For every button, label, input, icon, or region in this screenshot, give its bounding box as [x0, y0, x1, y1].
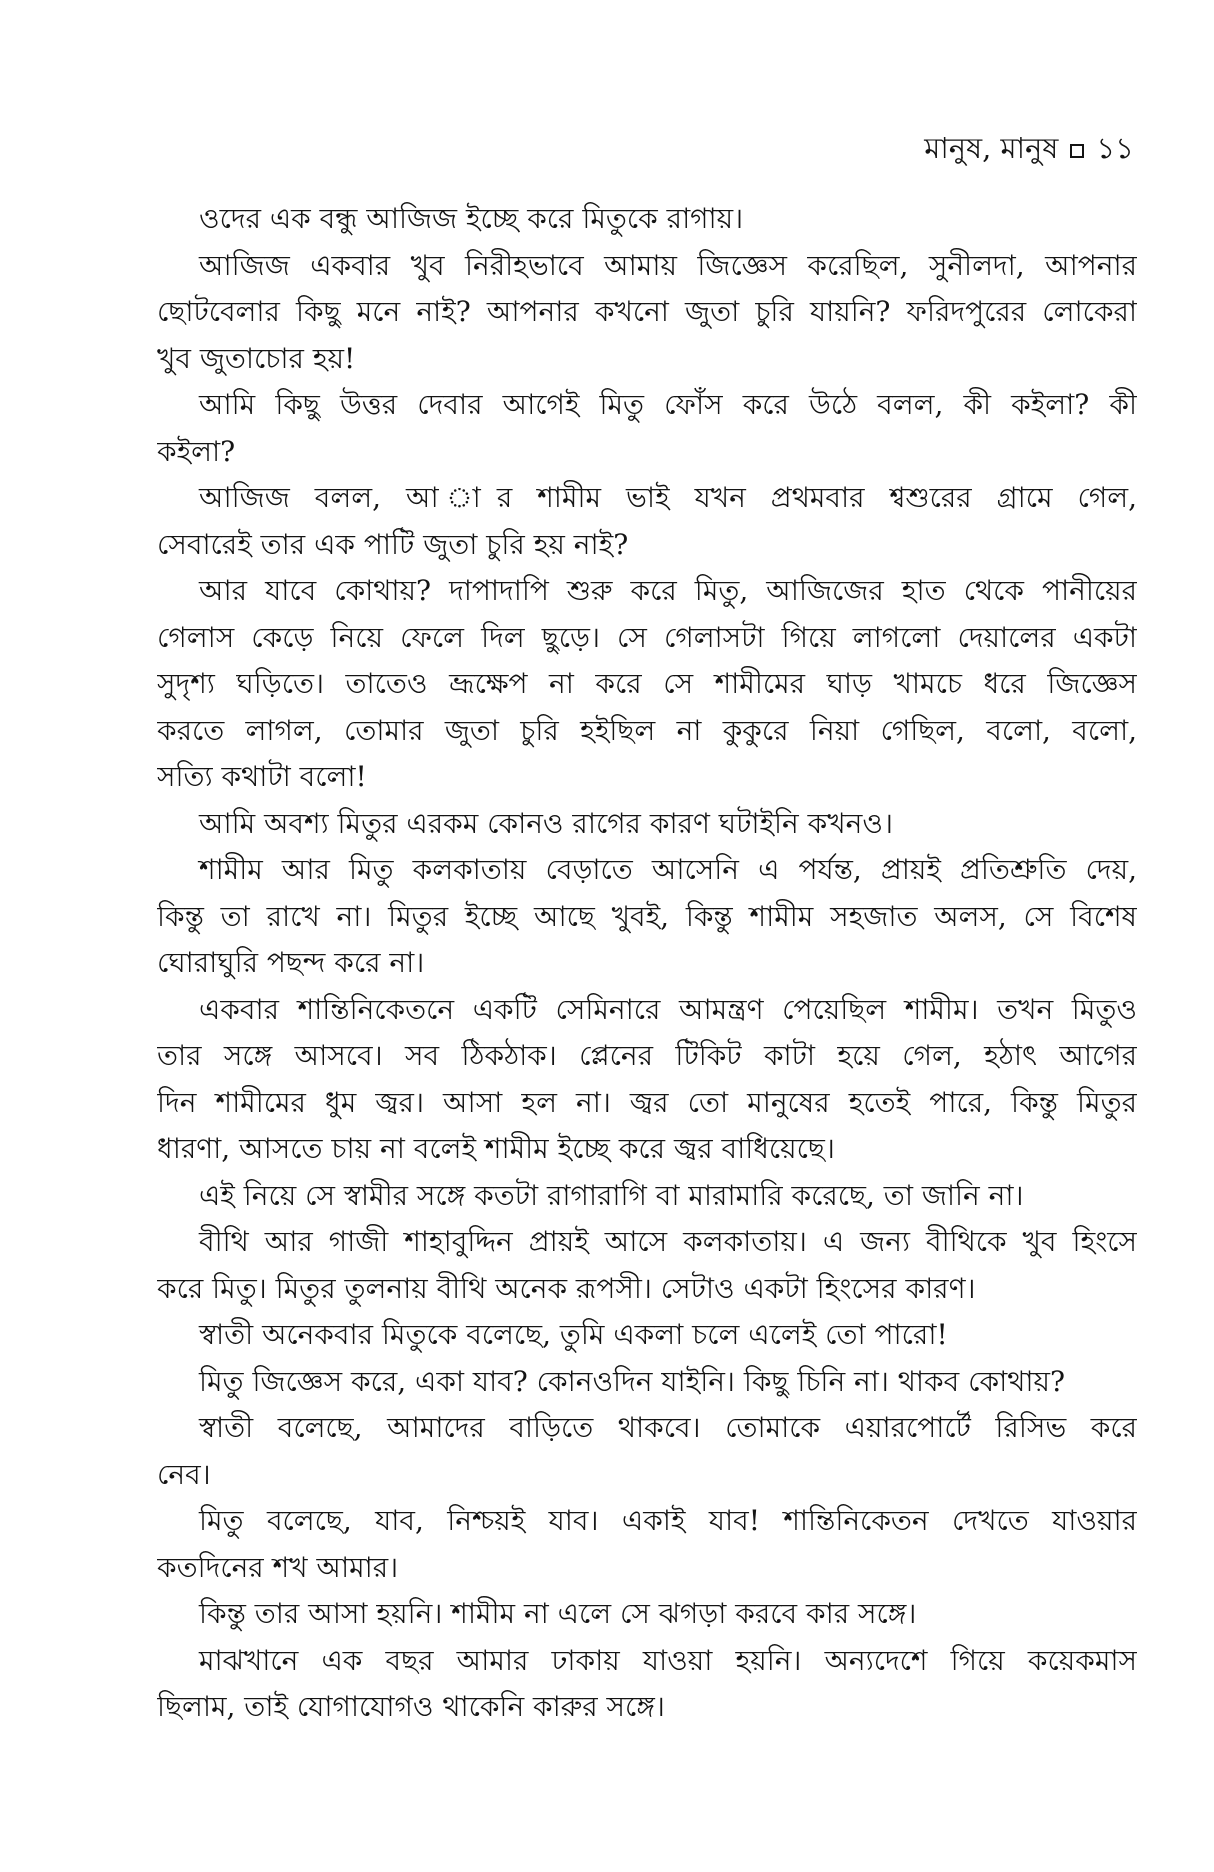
paragraph-line: কইলা?: [157, 434, 236, 468]
page-number: ১১: [1096, 131, 1134, 165]
paragraph-line: খুব জুতাচোর হয়!: [157, 341, 356, 375]
paragraph-line: আজিজ বলল, আ ার শামীম ভাই যখন প্রথমবার শ্বশুরের গ্রামে গেল,: [199, 481, 1137, 514]
paragraph-line: মাঝখানে এক বছর আমার ঢাকায় যাওয়া হয়নি। অন্যদেশে গিয়ে কয়েকমাস: [199, 1643, 1137, 1677]
square-separator-icon: [1070, 144, 1084, 158]
paragraph-line: স্বাতী বলেছে, আমাদের বাড়িতে থাকবে। তোমাকে এয়ারপোর্টে রিসিভ করে: [199, 1411, 1137, 1444]
paragraph-line: ধারণা, আসতে চায় না বলেই শামীম ইচ্ছে করে জ্বর বাধিয়েছে।: [157, 1132, 835, 1165]
paragraph-line: কিন্তু তা রাখে না। মিতুর ইচ্ছে আছে খুবই, কিন্তু শামীম সহজাত অলস, সে বিশেষ: [157, 899, 1137, 933]
paragraph-line: স্বাতী অনেকবার মিতুকে বলেছে, তুমি একলা চলে এলেই তো পারো!: [199, 1318, 948, 1351]
paragraph-line: আর যাবে কোথায়? দাপাদাপি শুরু করে মিতু, আজিজের হাত থেকে পানীয়ের: [199, 574, 1137, 607]
paragraph-line: ছিলাম, তাই যোগাযোগও থাকেনি কারুর সঙ্গে।: [157, 1690, 665, 1723]
paragraph-line: সত্যি কথাটা বলো!: [157, 760, 367, 793]
paragraph-line: ছোটবেলার কিছু মনে নাই? আপনার কখনো জুতা চুরি যায়নি? ফরিদপুরের লোকেরা: [157, 295, 1137, 328]
paragraph-line: করে মিতু। মিতুর তুলনায় বীথি অনেক রূপসী। সেটাও একটা হিংসের কারণ।: [157, 1271, 976, 1305]
paragraph-line: সেবারেই তার এক পাটি জুতা চুরি হয় নাই?: [157, 527, 629, 561]
paragraph-line: একবার শান্তিনিকেতনে একটি সেমিনারে আমন্ত্রণ পেয়েছিল শামীম। তখন মিতুও: [199, 992, 1137, 1026]
running-header: [924, 126, 1134, 175]
book-title: মানুষ, মানুষ: [924, 131, 1059, 165]
paragraph-line: আমি অবশ্য মিতুর এরকম কোনও রাগের কারণ ঘটাইনি কখনও।: [199, 806, 893, 840]
paragraph-line: মিতু জিজ্ঞেস করে, একা যাব? কোনওদিন যাইনি। কিছু চিনি না। থাকব কোথায়?: [199, 1364, 1065, 1398]
paragraph-line: আমি কিছু উত্তর দেবার আগেই মিতু ফোঁস করে উঠে বলল, কী কইলা? কী: [199, 388, 1137, 421]
paragraph-line: এই নিয়ে সে স্বামীর সঙ্গে কতটা রাগারাগি বা মারামারি করেছে, তা জানি না।: [199, 1178, 1024, 1212]
paragraph-line: তার সঙ্গে আসবে। সব ঠিকঠাক। প্লেনের টিকিট কাটা হয়ে গেল, হঠাৎ আগের: [157, 1039, 1137, 1072]
page-body: [157, 196, 1137, 1731]
paragraph-line: নেব।: [157, 1457, 211, 1491]
paragraph-line: বীথি আর গাজী শাহাবুদ্দিন প্রায়ই আসে কলকাতায়। এ জন্য বীথিকে খুব হিংসে: [199, 1225, 1137, 1258]
paragraph-line: গেলাস কেড়ে নিয়ে ফেলে দিল ছুড়ে। সে গেলাসটা গিয়ে লাগলো দেয়ালের একটা: [157, 620, 1137, 654]
paragraph-line: আজিজ একবার খুব নিরীহভাবে আমায় জিজ্ঞেস করেছিল, সুনীলদা, আপনার: [199, 248, 1137, 282]
paragraph-line: কতদিনের শখ আমার।: [157, 1550, 399, 1584]
paragraph-line: কিন্তু তার আসা হয়নি। শামীম না এলে সে ঝগড়া করবে কার সঙ্গে।: [199, 1597, 917, 1630]
paragraph-line: সুদৃশ্য ঘড়িতে। তাতেও ভ্রূক্ষেপ না করে সে শামীমের ঘাড় খামচে ধরে জিজ্ঞেস: [157, 667, 1137, 700]
paragraph-line: করতে লাগল, তোমার জুতা চুরি হইছিল না কুকুরে নিয়া গেছিল, বলো, বলো,: [157, 713, 1137, 747]
paragraph-line: মিতু বলেছে, যাব, নিশ্চয়ই যাব। একাই যাব! শান্তিনিকেতন দেখতে যাওয়ার: [199, 1504, 1137, 1537]
paragraph-line: শামীম আর মিতু কলকাতায় বেড়াতে আসেনি এ পর্যন্ত, প্রায়ই প্রতিশ্রুতি দেয়,: [199, 853, 1137, 886]
paragraph-line: ওদের এক বন্ধু আজিজ ইচ্ছে করে মিতুকে রাগায়।: [199, 202, 744, 235]
paragraph-line: দিন শামীমের ধুম জ্বর। আসা হল না। জ্বর তো মানুষের হতেই পারে, কিন্তু মিতুর: [157, 1085, 1137, 1119]
paragraph-line: ঘোরাঘুরি পছন্দ করে না।: [157, 946, 425, 979]
